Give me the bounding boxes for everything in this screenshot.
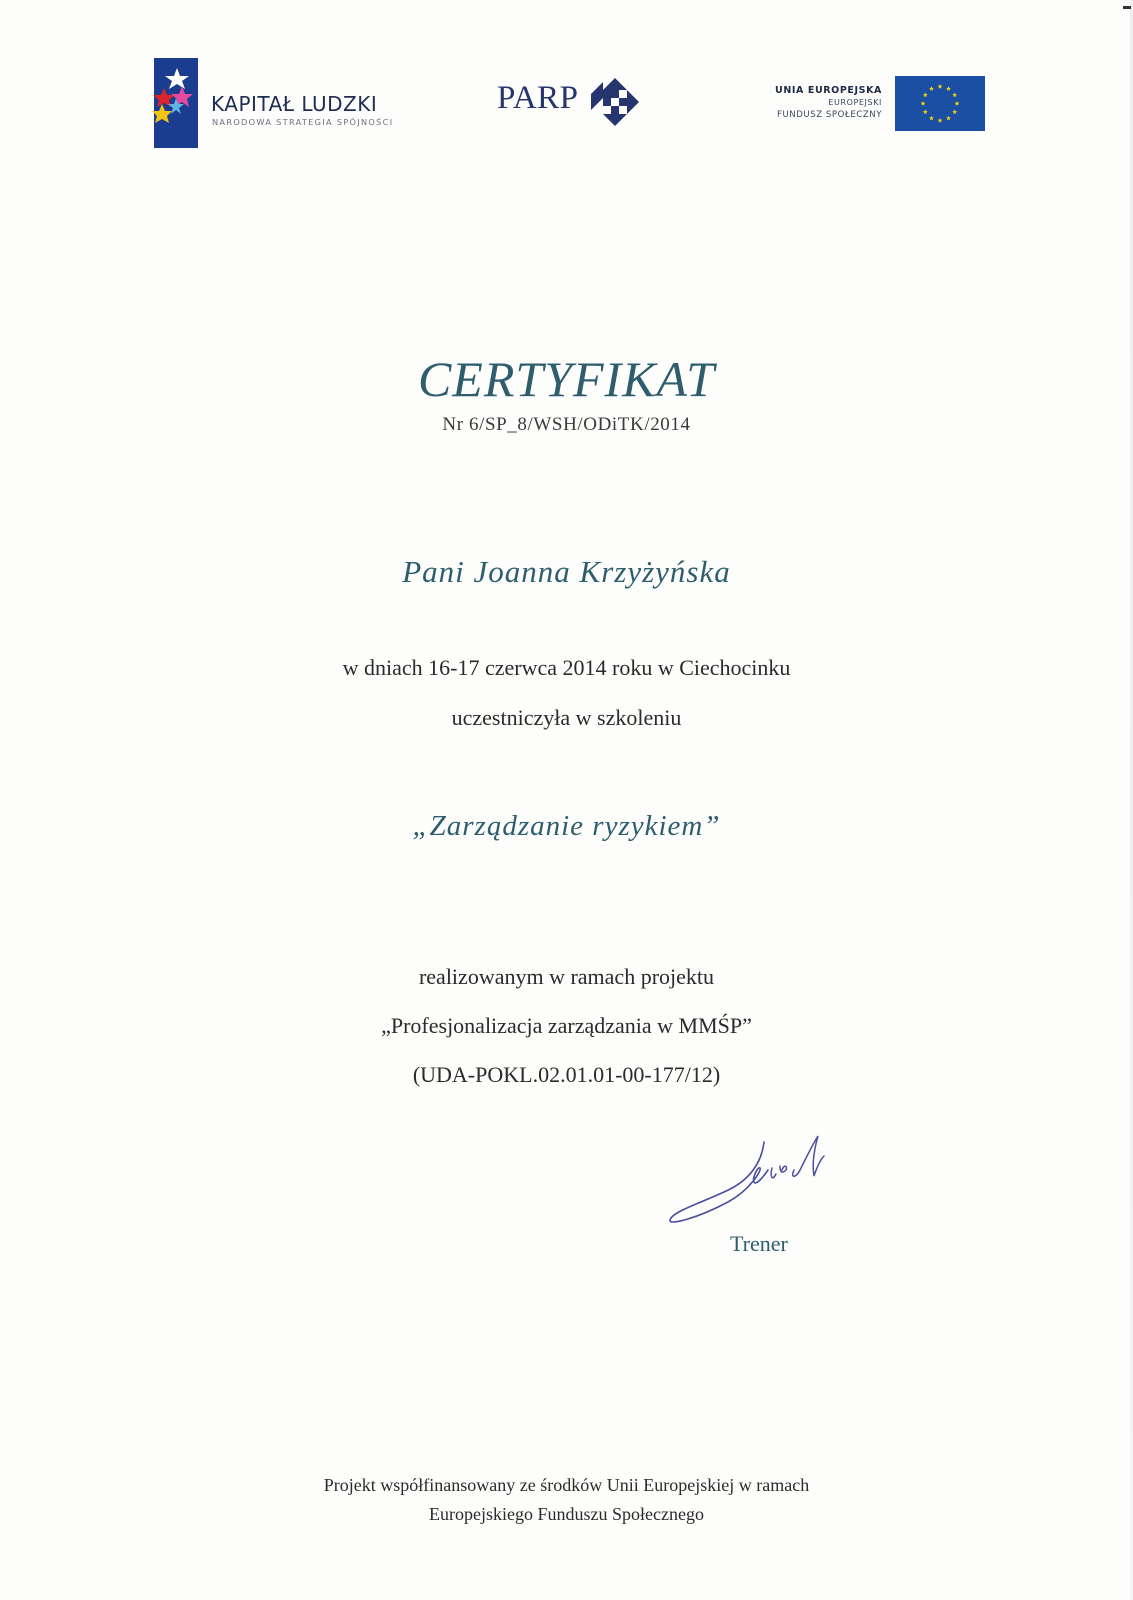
- certificate-title: CERTYFIKAT: [417, 351, 716, 407]
- footer-line-2: Europejskiego Funduszu Społecznego: [429, 1504, 704, 1524]
- eu-line-1: UNIA EUROPEJSKA: [775, 85, 882, 96]
- footer-line-1: Projekt współfinansowany ze środków Unii Europejskiej w ramach: [323, 1475, 810, 1495]
- project-intro-line: realizowanym w ramach projektu: [418, 964, 715, 989]
- kapital-ludzki-name: KAPITAŁ LUDZKI: [211, 92, 378, 116]
- participation-line: uczestniczyła w szkoleniu: [451, 705, 682, 730]
- trainer-label: Trener: [730, 1231, 788, 1256]
- eu-line-3: FUNDUSZ SPOŁECZNY: [776, 110, 882, 120]
- eu-fund-logo: [735, 76, 985, 132]
- recipient-name: Pani Joanna Krzyżyńska: [402, 554, 731, 589]
- eu-line-2: EUROPEJSKI: [828, 98, 882, 107]
- training-date-line: w dniach 16-17 czerwca 2014 roku w Ciechocinku: [342, 655, 791, 680]
- project-code: (UDA-POKL.02.01.01-00-177/12): [412, 1062, 721, 1087]
- kapital-ludzki-logo: [152, 56, 442, 152]
- certificate-number: Nr 6/SP_8/WSH/ODiTK/2014: [442, 414, 691, 435]
- kapital-ludzki-subtitle: NARODOWA STRATEGIA SPÓJNOŚCI: [212, 117, 394, 127]
- eu-flag-icon: [895, 76, 985, 131]
- project-name: „Profesjonalizacja zarządzania w MMŚP”: [381, 1013, 752, 1038]
- scan-edge-mark: [1123, 6, 1131, 9]
- parp-arrows-icon: [587, 74, 643, 130]
- course-title: „Zarządzanie ryzykiem”: [412, 810, 721, 842]
- kapital-ludzki-emblem-icon: [152, 58, 202, 148]
- eu-logo-text: [775, 84, 882, 121]
- parp-logo: [497, 72, 647, 132]
- parp-name: PARP: [497, 80, 579, 116]
- trainer-signature: [668, 1130, 838, 1226]
